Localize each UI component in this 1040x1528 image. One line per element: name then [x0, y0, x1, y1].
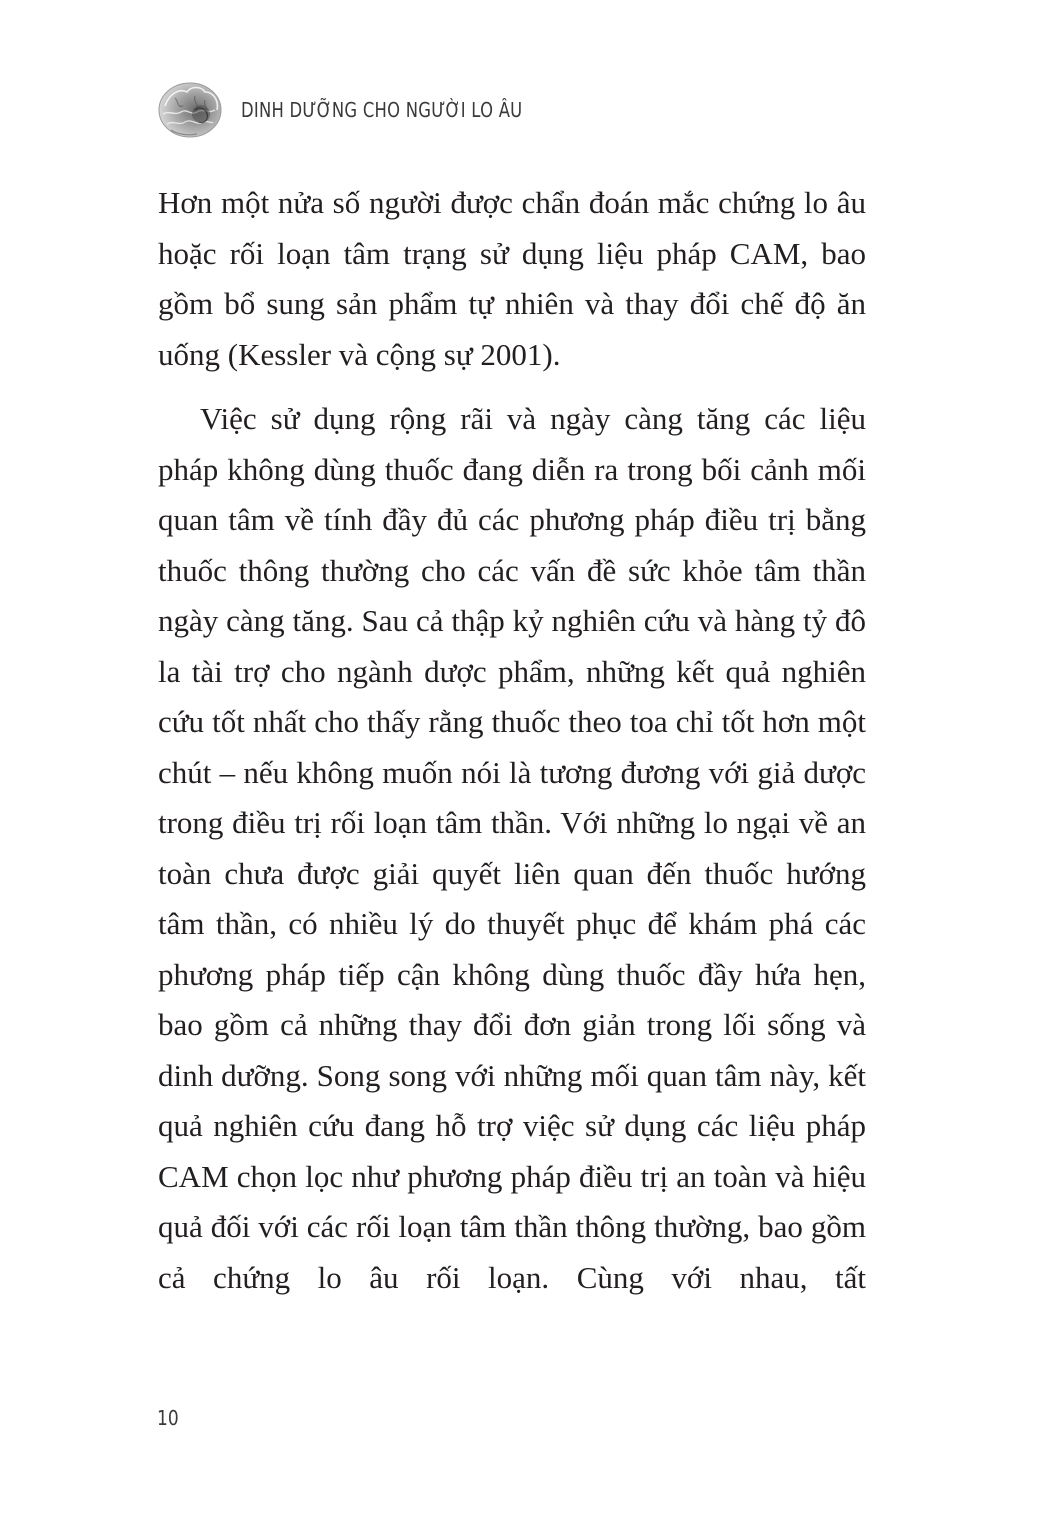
brain-illustration-icon [157, 80, 223, 140]
running-head-title: DINH DƯỠNG CHO NGƯỜI LO ÂU [241, 98, 523, 122]
body-text [158, 178, 866, 1303]
paragraph-2: Việc sử dụng rộng rãi và ngày càng tăng các liệu pháp không dùng thuốc đang diễn ra trong bối cảnh mối quan tâm về tính đầy đủ các phương pháp điều trị bằng thuốc thông thường cho các vấn đề sức khỏe tâm thần ngày càng tăng. Sau cả thập kỷ nghiên cứu và hàng tỷ đô la tài trợ cho ngành dược phẩm, những kết quả nghiên cứu tốt nhất cho thấy rằng thuốc theo toa chỉ tốt hơn một chút – nếu không muốn nói là tương đương với giả dược trong điều trị rối loạn tâm thần. Với những lo ngại về an toàn chưa được giải quyết liên quan đến thuốc hướng tâm thần, có nhiều lý do thuyết phục để khám phá các phương pháp tiếp cận không dùng thuốc đầy hứa hẹn, bao gồm cả những thay đổi đơn giản trong lối sống và dinh dưỡng. Song song với những mối quan tâm này, kết quả nghiên cứu đang hỗ trợ việc sử dụng các liệu pháp CAM chọn lọc như phương pháp điều trị an toàn và hiệu quả đối với các rối loạn tâm thần thông thường, bao gồm cả chứng lo âu rối loạn. Cùng với nhau, tất [158, 401, 866, 1295]
paragraph-1: Hơn một nửa số người được chẩn đoán mắc chứng lo âu hoặc rối loạn tâm trạng sử dụng liệu pháp CAM, bao gồm bổ sung sản phẩm tự nhiên và thay đổi chế độ ăn uống (Kessler và cộng sự 2001). [158, 185, 866, 372]
page-number: 10 [157, 1406, 179, 1430]
page-header [157, 80, 584, 140]
